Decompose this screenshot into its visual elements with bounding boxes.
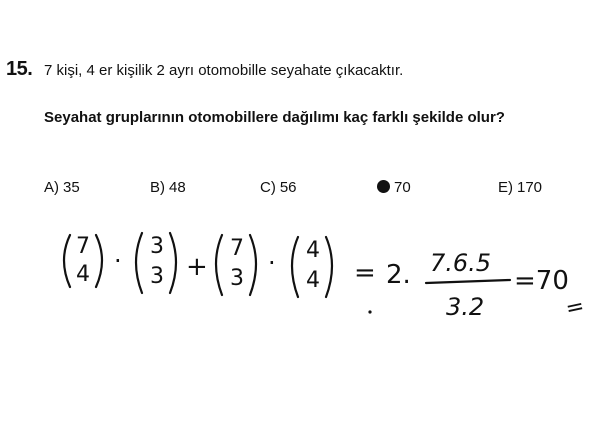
paren-left-1 <box>64 235 70 287</box>
binom3-top: 7 <box>230 236 244 261</box>
dot-2: · <box>268 249 276 277</box>
paren-left-3 <box>216 235 222 295</box>
choice-e-letter: E) <box>498 179 513 196</box>
choice-c[interactable] <box>260 179 297 196</box>
paren-right-2 <box>170 233 176 293</box>
binom4-bottom: 4 <box>306 268 320 293</box>
fraction-numerator: 7.6.5 <box>430 249 492 277</box>
dot-1: · <box>114 247 122 275</box>
binom1-bottom: 4 <box>76 262 90 287</box>
choice-b-value: 48 <box>169 179 186 196</box>
binom2-bottom: 3 <box>150 264 164 289</box>
binom2-top: 3 <box>150 234 164 259</box>
binom3-bottom: 3 <box>230 266 244 291</box>
choice-e[interactable] <box>498 179 542 196</box>
choice-c-value: 56 <box>279 179 297 196</box>
result-double-underline: = <box>563 293 587 322</box>
binom1-top: 7 <box>76 234 90 259</box>
choice-c-letter: C) <box>260 179 276 196</box>
fraction-denominator: 3.2 <box>446 293 485 321</box>
binom4-top: 4 <box>306 238 320 263</box>
choice-d[interactable] <box>377 179 411 196</box>
choice-a[interactable] <box>44 179 80 196</box>
plus-sign: + <box>186 252 208 282</box>
paren-right-3 <box>250 235 256 295</box>
paren-left-2 <box>136 233 142 293</box>
question-prompt: Seyahat gruplarının otomobillere dağılımı kaç farklı şekilde olur? <box>44 109 505 126</box>
result-value: =70 <box>514 266 569 296</box>
choice-b[interactable] <box>150 179 186 196</box>
handwritten-solution <box>0 215 610 335</box>
choice-a-value: 35 <box>63 179 80 196</box>
paren-right-1 <box>96 235 102 287</box>
question-number: 15. <box>6 58 33 80</box>
choice-a-letter: A) <box>44 179 59 196</box>
paren-right-4 <box>326 237 332 297</box>
paren-left-4 <box>292 237 298 297</box>
question-stem: 7 kişi, 4 er kişilik 2 ayrı otomobille seyahate çıkacaktır. <box>44 62 404 79</box>
choice-e-value: 170 <box>517 179 543 196</box>
choice-d-value: 70 <box>394 179 411 196</box>
equals-sign: = <box>354 258 376 288</box>
choice-b-letter: B) <box>150 179 165 196</box>
fraction-bar <box>426 280 510 283</box>
coefficient: 2. <box>386 260 411 290</box>
stray-mark <box>368 310 371 313</box>
filled-bubble-icon <box>377 180 390 193</box>
